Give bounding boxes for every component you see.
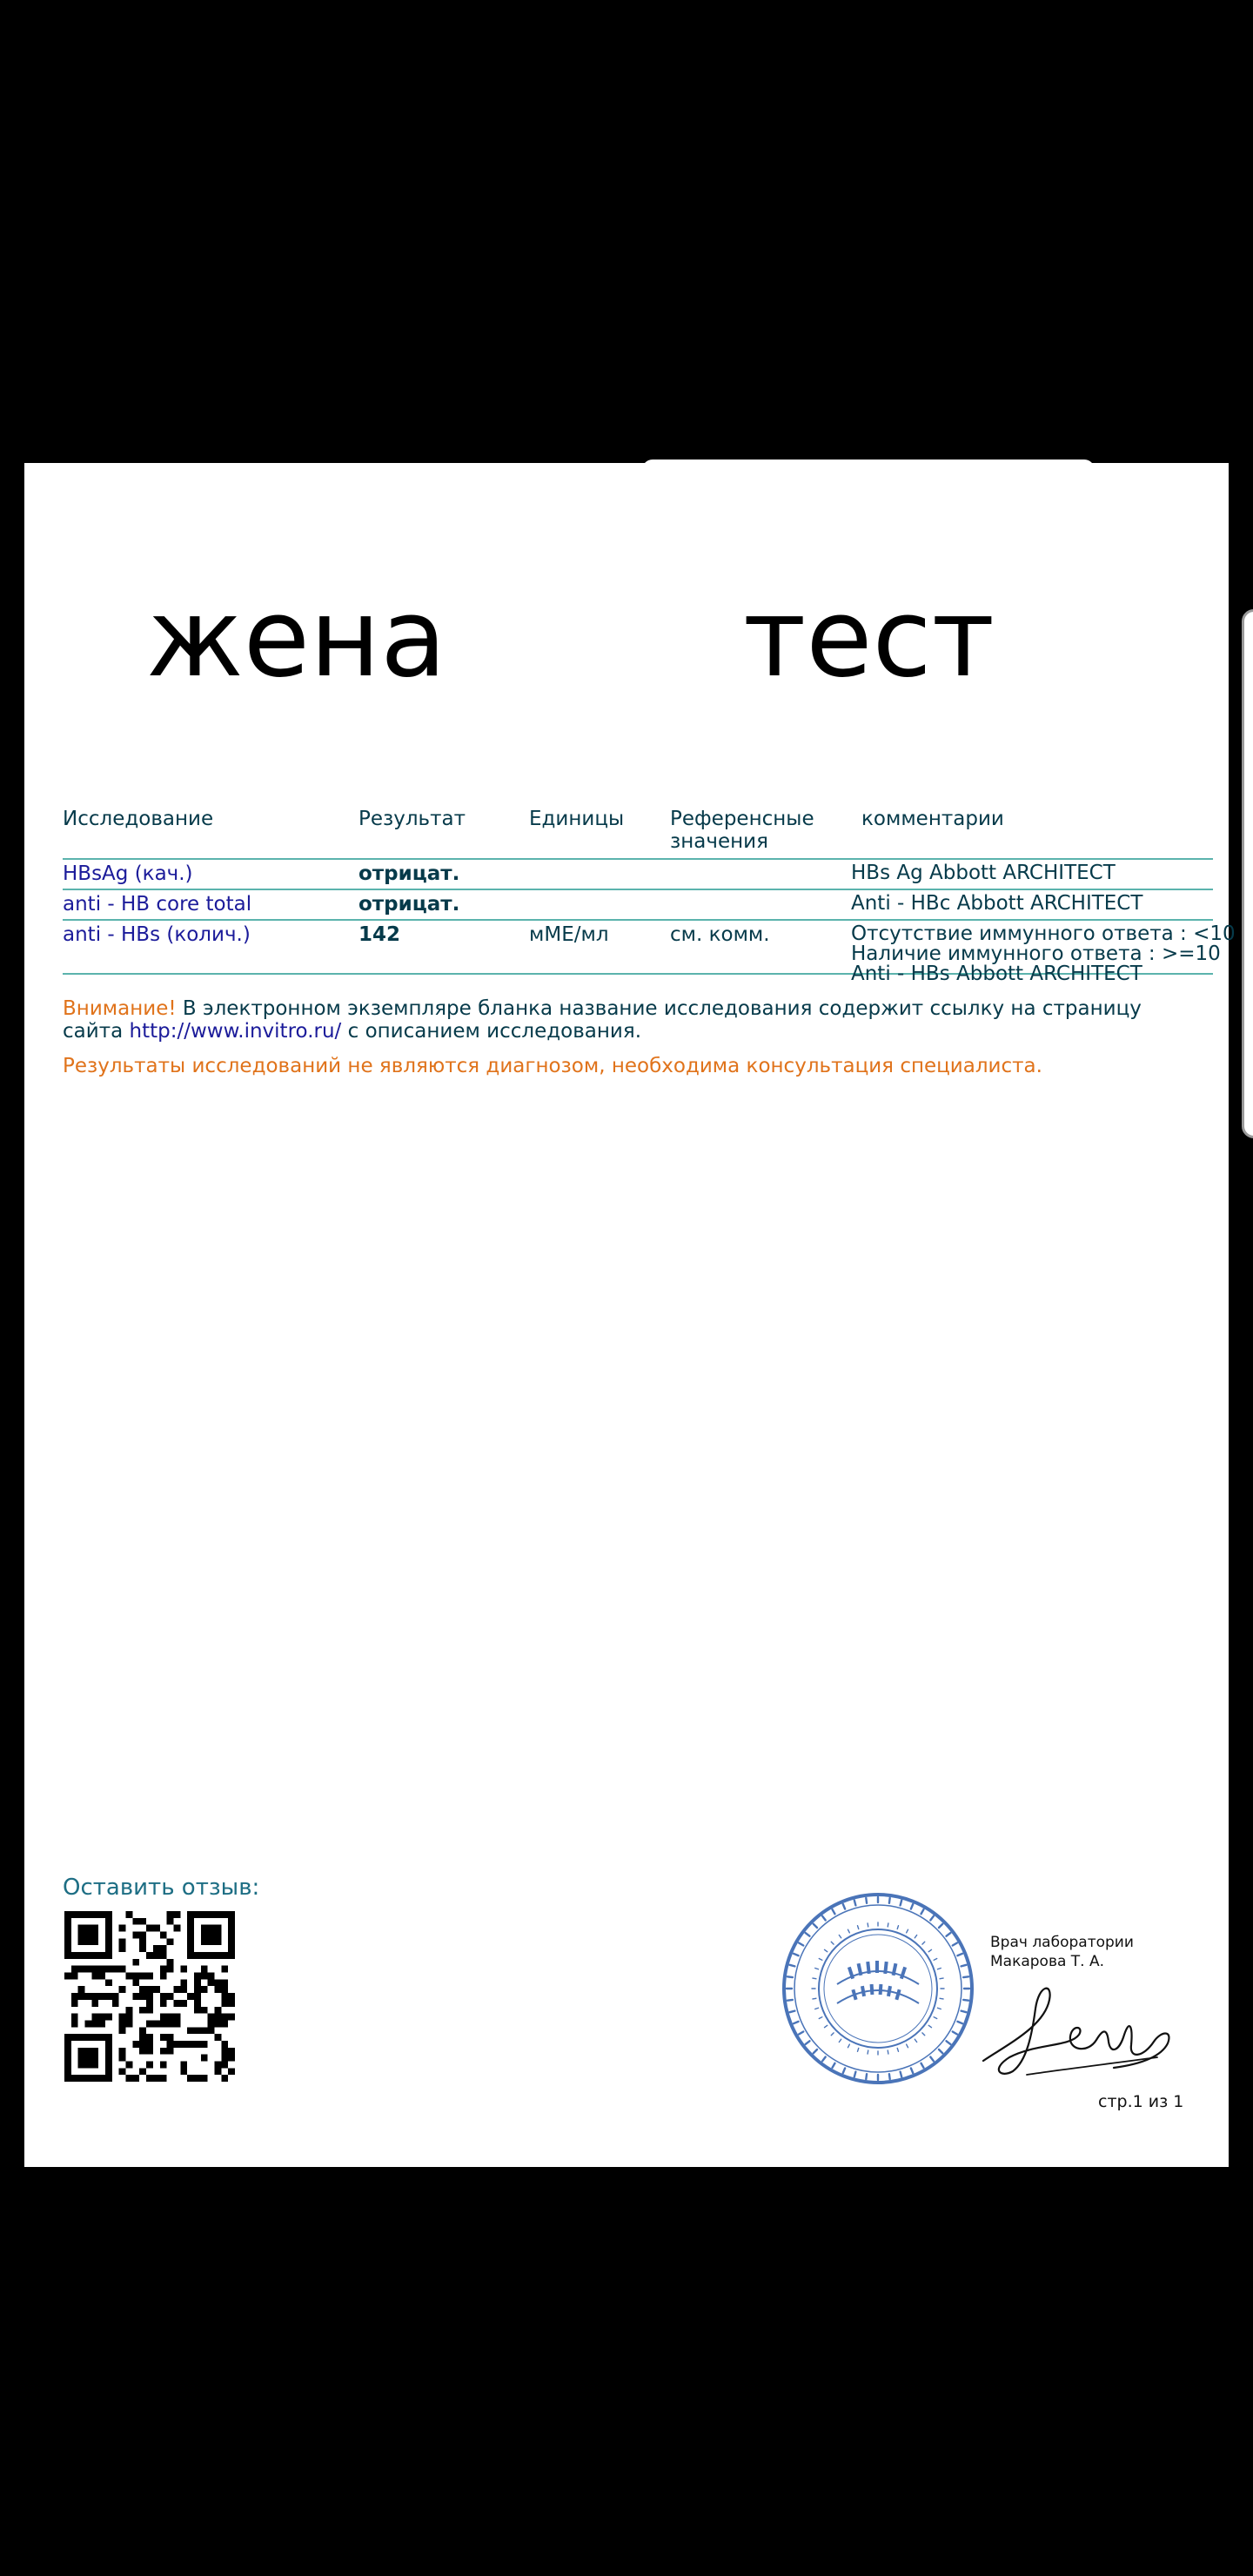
- reference-value: см. комм.: [670, 923, 770, 946]
- notice-paragraph: [63, 997, 1194, 1043]
- comment-cell: [851, 924, 1236, 984]
- handwritten-signature: [975, 1974, 1183, 2087]
- table-row: [63, 890, 1213, 921]
- scroll-handle[interactable]: [1242, 609, 1253, 1138]
- doctor-role: Врач лаборатории: [990, 1934, 1134, 1951]
- doctor-name: Макарова Т. А.: [990, 1953, 1105, 1970]
- handwritten-note-right: тест: [743, 576, 995, 701]
- study-link-hbsag[interactable]: HBsAg (кач.): [63, 862, 193, 885]
- result-value: 142: [358, 923, 401, 946]
- warning-label: Внимание!: [63, 997, 177, 1020]
- comment-line: Наличие иммунного ответа : >=10: [851, 943, 1221, 965]
- table-header: [63, 808, 1213, 860]
- study-link-anti-hbc[interactable]: anti - HB core total: [63, 893, 252, 916]
- laboratory-stamp: [780, 1890, 976, 2087]
- page-number: стр.1 из 1: [1098, 2092, 1184, 2111]
- feedback-qr-code[interactable]: [64, 1911, 235, 2082]
- notice-text: В электронном экземпляре бланка название исследования содержит ссылку на страницу сайта: [63, 997, 1142, 1043]
- header-reference: [670, 808, 814, 853]
- table-row: [63, 860, 1213, 890]
- comment-line: Отсутствие иммунного ответа : <10: [851, 922, 1236, 945]
- handwritten-note-left: жена: [146, 576, 447, 701]
- header-result: Результат: [358, 808, 466, 830]
- result-value: отрицат.: [358, 893, 460, 916]
- header-comments: комментарии: [861, 808, 1004, 830]
- comment-line: HBs Ag Abbott ARCHITECT: [851, 862, 1116, 884]
- study-link-anti-hbs[interactable]: anti - HBs (колич.): [63, 923, 251, 946]
- header-units: Единицы: [529, 808, 625, 830]
- feedback-label: Оставить отзыв:: [63, 1875, 260, 1901]
- result-value: отрицат.: [358, 862, 460, 885]
- results-table: [63, 808, 1236, 985]
- comment-cell: [851, 863, 1116, 883]
- comment-line: Anti - HBc Abbott ARCHITECT: [851, 892, 1143, 915]
- table-row: [63, 921, 1236, 985]
- header-study: Исследование: [63, 808, 214, 830]
- invitro-link[interactable]: http://www.invitro.ru/: [129, 1020, 342, 1043]
- notice-text-end: с описанием исследования.: [341, 1020, 642, 1043]
- comment-cell: [851, 894, 1142, 914]
- disclaimer: Результаты исследований не являются диагнозом, необходима консультация специалиста.: [63, 1055, 1042, 1077]
- units-value: мМЕ/мл: [529, 923, 609, 946]
- lab-result-page: [24, 463, 1236, 2167]
- header-reference-line1: Референсные: [670, 808, 814, 830]
- comment-line: Anti - HBs Abbott ARCHITECT: [851, 963, 1142, 985]
- header-reference-line2: значения: [670, 830, 768, 853]
